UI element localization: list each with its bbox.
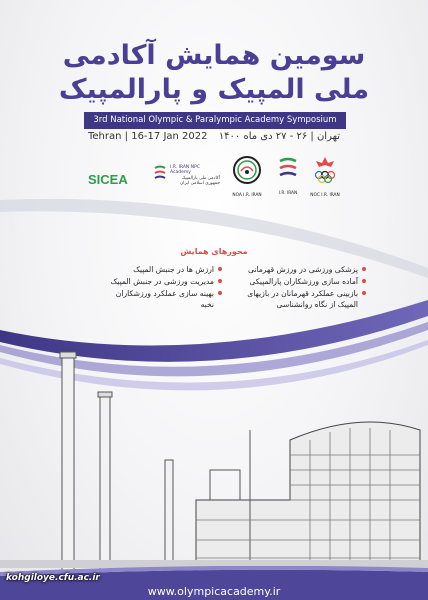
topic-item: مدیریت ورزشی در جنبش المپیک	[102, 276, 222, 287]
topic-item: بازبینی عملکرد قهرمانان در بازیهای المپیک از نگاه روانشناسی	[226, 288, 366, 310]
footer-website-link[interactable]: www.olympicacademy.ir	[147, 585, 281, 598]
topic-item: آماده سازی ورزشکاران پارالمپیکی	[226, 276, 366, 287]
location-date-english: Tehran | 16-17 Jan 2022	[88, 131, 208, 142]
sicea-logo-text: SICEA	[88, 172, 128, 187]
location-date-persian: تهران | ۲۶ - ۲۷ دی ماه ۱۴۰۰	[218, 131, 340, 142]
topics-right-column	[226, 264, 366, 311]
noa-caption: NOA I.R. IRAN	[232, 193, 262, 198]
poster-title-line2: ملی المپیک و پارالمپیک	[58, 74, 370, 105]
noc-caption: NOC I.R. IRAN	[310, 193, 340, 198]
npc-academy-fa-text: آکادمی ملی پارالمپیک جمهوری اسلامی ایران	[180, 176, 220, 186]
topics-left-column	[102, 264, 222, 311]
topics-heading: محورهای همایش	[180, 247, 248, 256]
npc-academy-en-text: I.R. IRAN NPC Academy	[170, 165, 200, 175]
english-subtitle-banner: 3rd National Olympic & Paralympic Academy Symposium	[84, 112, 346, 129]
topic-item: ارزش ها در جنبش المپیک	[102, 264, 222, 275]
npc-caption: I.R. IRAN	[278, 191, 298, 196]
topic-item: پزشکی ورزشی در ورزش قهرمانی	[226, 264, 366, 275]
poster-title-line1: سومین همایش آکادمی	[62, 40, 366, 71]
topic-item: بهینه سازی عملکرد ورزشکاران نخبه	[102, 288, 222, 310]
source-watermark: kohgiloye.cfu.ac.ir	[6, 573, 100, 583]
